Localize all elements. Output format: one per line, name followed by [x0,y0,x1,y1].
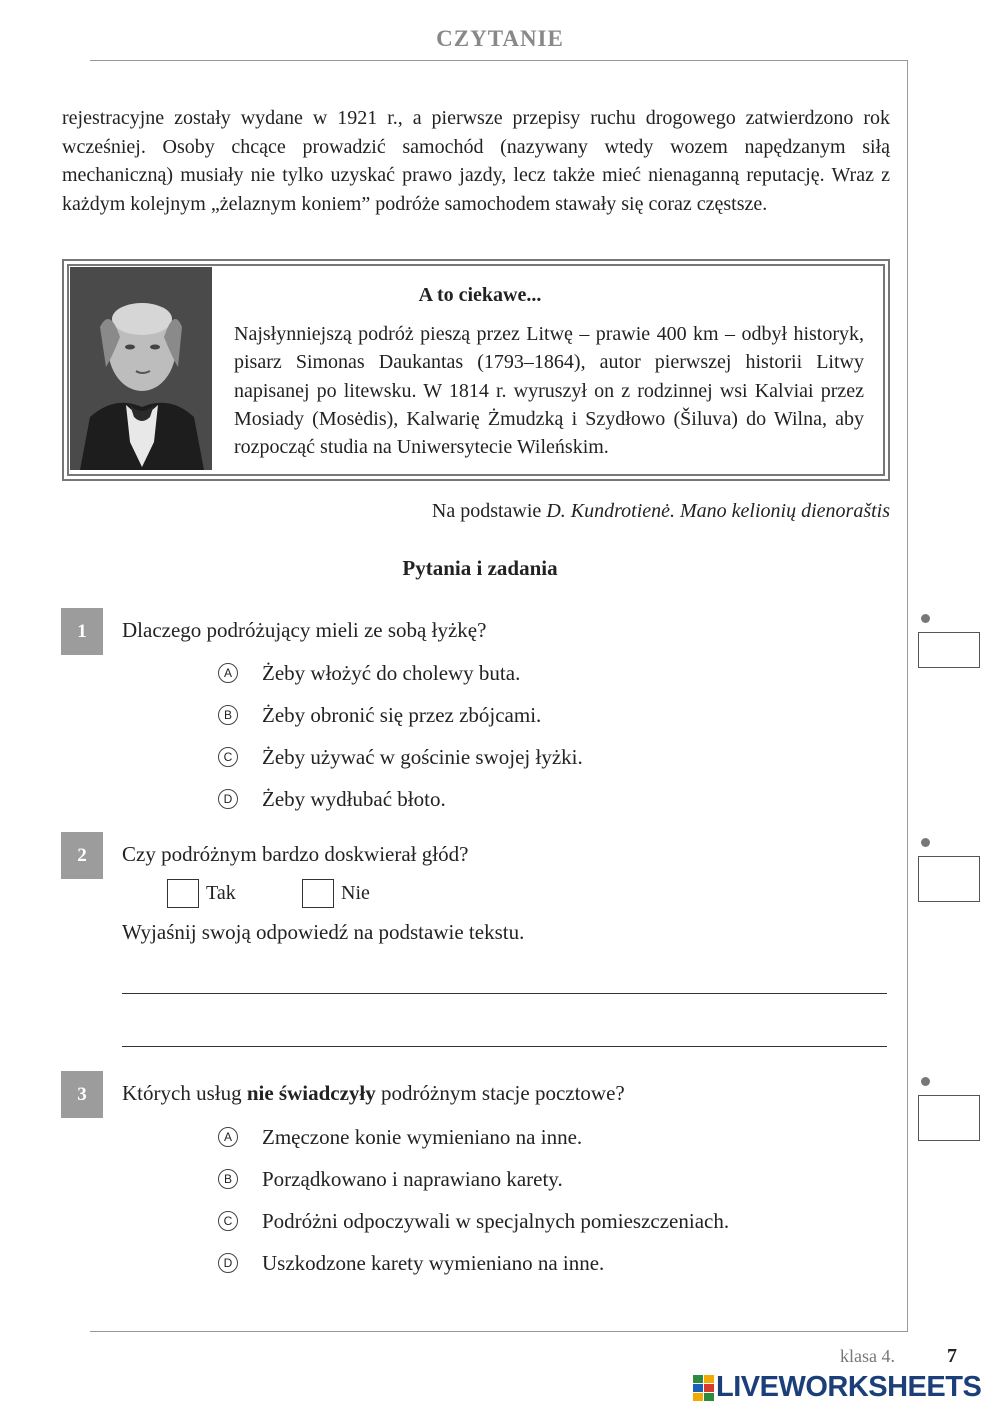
infobox-text: Najsłynniejszą podróż pieszą przez Litwę – prawie 400 km – odbył historyk, pisarz Simonas Daukantas (1793–1864), autor pierwszej historii Litwy napisanej po litewsku. W 1814 r. wyruszył on z rodzinnej wsi Kalviai przez Mosiady (Mosėdis), Kalwarię Żmudzką i Szydłowo (Šiluva) do Wilna, aby rozpocząć studia na Uniwersytecie Wileńskim. [234,323,864,459]
no-checkbox[interactable] [302,879,334,908]
page-number: 7 [947,1345,957,1367]
option-letter-icon: C [218,747,238,767]
question-1-text: Dlaczego podróżujący mieli ze sobą łyżkę? [122,618,487,642]
question-3-number: 3 [61,1071,103,1118]
question-2-number: 2 [61,832,103,879]
question-3-text [122,1081,625,1106]
q3-option-c[interactable] [218,1206,729,1236]
q1-option-c[interactable] [218,742,583,772]
yes-label: Tak [206,882,236,904]
source-work: Mano kelionių dienoraštis [680,500,890,522]
option-text: Żeby włożyć do cholewy buta. [262,661,521,685]
option-letter-icon: A [218,663,238,683]
option-text: Żeby używać w gościnie swojej łyżki. [262,745,583,769]
option-text: Porządkowano i naprawiano karety. [262,1167,563,1191]
option-letter-icon: A [218,1127,238,1147]
score-box-2[interactable] [918,856,980,902]
score-box-1[interactable] [918,632,980,668]
option-text: Zmęczone konie wymieniano na inne. [262,1125,583,1149]
q3-option-b[interactable] [218,1164,563,1194]
question-1-number: 1 [61,608,103,655]
no-label: Nie [341,882,370,904]
bottom-rule [90,1331,908,1332]
source-prefix: Na podstawie [431,500,542,522]
q1-option-b[interactable] [218,700,541,730]
portrait-drawing [70,267,212,470]
top-rule [90,60,908,61]
score-box-3[interactable] [918,1095,980,1141]
option-text: Podróżni odpoczywali w specjalnych pomieszczeniach. [262,1209,730,1233]
option-letter-icon: D [218,1253,238,1273]
option-text: Żeby wydłubać błoto. [262,787,446,811]
option-text: Żeby obronić się przez zbójcami. [262,703,542,727]
footer-grade: klasa 4. [840,1346,895,1366]
option-text: Uszkodzone karety wymieniano na inne. [262,1251,605,1275]
option-letter-icon: B [218,1169,238,1189]
yes-checkbox[interactable] [167,879,199,908]
portrait-image [70,267,212,470]
infobox-title: A to ciekawe... [418,284,542,306]
question-3-text-before: Których usług [122,1081,247,1105]
q3-option-a[interactable] [218,1122,582,1152]
answer-line-2[interactable] [122,1046,887,1047]
source-citation [432,500,890,523]
option-letter-icon: B [218,705,238,725]
intro-paragraph: rejestracyjne zostały wydane w 1921 r., a pierwsze przepisy ruchu drogowego zatwierdzono rok wcześniej. Osoby chcące prowadzić samochód (nazywany wtedy wozem napędzanym siłą mechaniczną) musiały nie tylko uzyskać prawo jazdy, lecz także mieć nienaganną reputację. Wraz z każdym kolejnym „żelaznym koniem” podróże samochodem stawały się coraz częstsze. [62,107,890,215]
question-2-explain: Wyjaśnij swoją odpowiedź na podstawie tekstu. [122,920,525,944]
section-title: Pytania i zadania [402,556,558,580]
liveworksheets-watermark: LIVEWORKSHEETS [716,1371,982,1403]
right-rule [907,60,908,1332]
source-author: D. Kundrotienė. [546,500,676,522]
option-letter-icon: D [218,789,238,809]
answer-line-1[interactable] [122,993,887,994]
score-dot-1 [921,614,930,623]
liveworksheets-logo-icon [693,1375,715,1403]
q1-option-d[interactable] [218,784,446,814]
question-2-text: Czy podróżnym bardzo doskwierał głód? [122,842,469,866]
page-header-title: CZYTANIE [436,26,564,51]
question-3-text-after: podróżnym stacje pocztowe? [375,1081,625,1105]
question-3-text-bold: nie świadczyły [246,1081,376,1105]
q1-option-a[interactable] [218,658,520,688]
score-dot-3 [921,1077,930,1086]
score-dot-2 [921,838,930,847]
q3-option-d[interactable] [218,1248,604,1278]
option-letter-icon: C [218,1211,238,1231]
